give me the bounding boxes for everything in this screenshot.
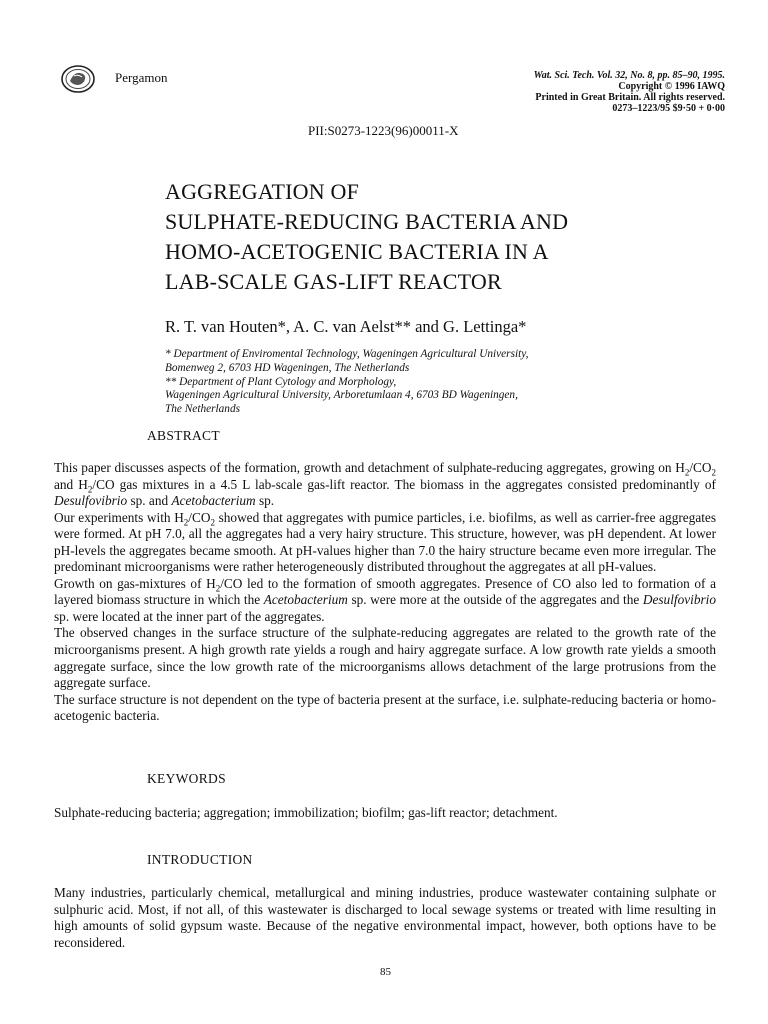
affiliation-line: The Netherlands xyxy=(165,403,240,416)
introduction-paragraph: Many industries, particularly chemical, metallurgical and mining industries, produce wastewater containing sulphate or sulphuric acid. Most, if not all, of this wastewater is discharged to local sewage systems or treated with lime resulting in high amounts of solid gypsum waste. Because of the negative environmental impact, however, both options have to be reconsidered. xyxy=(54,885,716,950)
affiliation-line: * Department of Enviromental Technology, Wageningen Agricultural University, xyxy=(165,348,529,360)
journal-reference: Wat. Sci. Tech. Vol. 32, No. 8, pp. 85–90, 1995. xyxy=(533,70,725,81)
abstract-paragraph: The surface structure is not dependent on the type of bacteria present at the surface, i.e. sulphate-reducing bacteria or homo-acetogenic bacteria. xyxy=(54,691,716,724)
publisher-logo-icon xyxy=(60,64,96,94)
introduction-body xyxy=(54,885,716,951)
affiliations xyxy=(165,348,665,417)
keywords-text: Sulphate-reducing bacteria; aggregation; immobilization; biofilm; gas-lift reactor; detachment. xyxy=(54,805,558,820)
affiliation-line: ** Department of Plant Cytology and Morphology, xyxy=(165,375,397,388)
author-list: R. T. van Houten*, A. C. van Aelst** and G. Lettinga* xyxy=(165,317,527,336)
paper-title xyxy=(165,177,685,297)
abstract-paragraph: Growth on gas-mixtures of $H_2/CO$ led to the formation of smooth aggregates. Presence of CO also led to formation of a layered biomass structure in which the Acetobacterium sp. were more at the outside of the aggregates and the Desulfovibrio sp. were located at the inner part of the aggregates. xyxy=(54,575,717,624)
affiliation-line: Bomenweg 2, 6703 HD Wageningen, The Netherlands xyxy=(165,361,410,374)
price-code: 0273–1223/95 $9·50 + 0·00 xyxy=(612,103,725,114)
title-line: LAB-SCALE GAS-LIFT REACTOR xyxy=(165,269,502,294)
pii-identifier: PII:S0273-1223(96)00011-X xyxy=(308,123,459,138)
introduction-heading: INTRODUCTION xyxy=(147,852,253,867)
abstract-heading: ABSTRACT xyxy=(147,428,220,443)
printed-line: Printed in Great Britain. All rights reserved. xyxy=(535,92,725,103)
copyright-line: Copyright © 1996 IAWQ xyxy=(618,81,725,92)
abstract-paragraph: The observed changes in the surface structure of the sulphate-reducing aggregates are related to the growth rate of the microorganisms present. A high growth rate yields a rough and hairy aggregate surface. A low growth rate yields a smooth aggregate surface, since the low growth rate of the microorganisms allows detachment of the large protrusions from the aggregate surface. xyxy=(54,625,716,691)
page-number: 85 xyxy=(380,966,391,978)
publisher-name: Pergamon xyxy=(115,70,168,85)
abstract-body xyxy=(54,460,716,725)
title-line: HOMO-ACETOGENIC BACTERIA IN A xyxy=(165,239,549,264)
title-line: SULPHATE-REDUCING BACTERIA AND xyxy=(165,209,569,234)
affiliation-line: Wageningen Agricultural University, Arboretumlaan 4, 6703 BD Wageningen, xyxy=(165,389,518,402)
journal-citation-block xyxy=(445,70,725,114)
title-line: AGGREGATION OF xyxy=(165,179,360,204)
keywords-heading: KEYWORDS xyxy=(147,771,226,786)
abstract-paragraph: This paper discusses aspects of the formation, growth and detachment of sulphate-reducing aggregates, growing on $H_2/CO_2$ and $H_2/CO$ gas mixtures in a 4.5 L lab-scale gas-lift reactor. The biomass in the aggregates consisted predominantly of Desulfovibrio sp. and Acetobacterium sp. xyxy=(54,460,716,509)
abstract-paragraph: Our experiments with $H_2/CO_2$ showed that aggregates with pumice particles, i.e. biofilms, as well as carrier-free aggregates were formed. At pH 7.0, all the aggregates had a very hairy structure. This structure, however, was pH dependent. At lower pH-levels the aggregates became smooth. At pH-values higher than 7.0 the hairy structure became even more irregular. The predominant microorganisms were rather heterogeneously distributed throughout the aggregates at all pH-values. xyxy=(54,509,716,575)
